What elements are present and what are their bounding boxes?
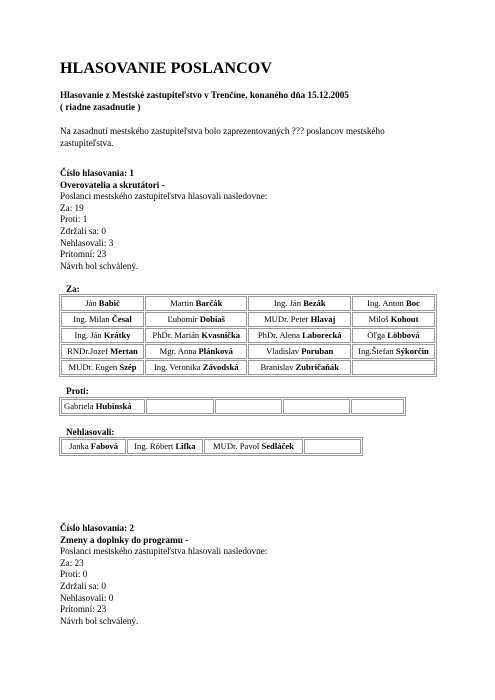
table-cell [61, 328, 144, 343]
table-cell [145, 312, 247, 327]
table-row [61, 360, 435, 375]
table-cell [352, 344, 435, 359]
table-cell [248, 312, 350, 327]
table-cell [61, 312, 144, 327]
vote-count-zdrzali: Zdržali sa: 0 [60, 580, 106, 591]
table-row [61, 399, 404, 414]
member-first-name: Martin [170, 298, 196, 308]
table-cell [61, 360, 144, 375]
table-cell [352, 296, 435, 311]
vote-topic: Overovatelia a skrutátori - [60, 179, 165, 190]
member-surname: Krátky [103, 330, 131, 340]
member-first-name: PhDr. Alena [257, 330, 303, 340]
vote-topic: Zmeny a doplnky do programu - [60, 534, 189, 545]
table-cell [304, 439, 361, 454]
table-row [61, 328, 435, 343]
member-first-name: MUDr. Eugen [68, 362, 120, 372]
vote-result: Návrh bol schválený. [60, 615, 139, 626]
nehlasovali-label: Nehlasovali: [66, 427, 115, 437]
table-cell [127, 439, 203, 454]
member-first-name: Vladislav [266, 346, 302, 356]
table-cell [352, 360, 435, 375]
vote-count-zdrzali: Zdržali sa: 0 [60, 225, 106, 236]
table-row [61, 296, 435, 311]
table-row [61, 439, 361, 454]
member-first-name: PhDr. Marián [152, 330, 202, 340]
table-cell [248, 344, 350, 359]
member-surname: Fabová [90, 441, 118, 451]
member-first-name: MUDr. Peter [264, 314, 311, 324]
member-surname: Löbbová [387, 330, 420, 340]
table-cell [61, 399, 145, 414]
session-subtitle [60, 89, 349, 113]
member-surname: Laborecká [302, 330, 342, 340]
table-cell [215, 399, 282, 414]
table-cell [146, 399, 213, 414]
proti-table [59, 397, 406, 416]
member-first-name: Branislav [260, 362, 296, 372]
table-cell [61, 439, 126, 454]
table-cell [248, 296, 350, 311]
table-row [61, 312, 435, 327]
member-first-name: Oľga [367, 330, 388, 340]
vote-count-nehlasovali: Nehlasovali: 0 [60, 592, 114, 603]
member-first-name: Ing. Ján [273, 298, 304, 308]
table-cell [61, 296, 144, 311]
member-first-name: RNDr.Jozef [67, 346, 111, 356]
vote-count-nehlasovali: Nehlasovali: 3 [60, 237, 114, 248]
vote-lead: Poslanci mestského zastupiteľstva hlasovali nasledovne: [60, 191, 268, 202]
vote-count-za: Za: 19 [60, 202, 84, 213]
table-cell [352, 312, 435, 327]
vote-1-summary [60, 168, 267, 272]
member-surname: Szép [119, 362, 137, 372]
member-surname: Poruban [301, 346, 334, 356]
page-title: HLASOVANIE POSLANCOV [60, 60, 272, 77]
vote-count-pritomni: Prítomní: 23 [60, 249, 107, 260]
member-first-name: Ing. Anton [367, 298, 407, 308]
member-surname: Barčák [195, 298, 223, 308]
table-cell [204, 439, 304, 454]
member-surname: Lifka [175, 441, 196, 451]
member-first-name: Ing. Róbert [134, 441, 176, 451]
member-surname: Plánková [198, 346, 233, 356]
member-surname: Babič [98, 298, 120, 308]
member-surname: Mertan [110, 346, 138, 356]
table-cell [352, 328, 435, 343]
vote-lead: Poslanci mestského zastupiteľstva hlasovali nasledovne: [60, 546, 268, 557]
table-cell [145, 344, 247, 359]
member-first-name: MUDr. Pavol [212, 441, 262, 451]
member-surname: Kvasnička [201, 330, 241, 340]
vote-count-proti: Proti: 1 [60, 214, 88, 225]
vote-2-summary [60, 523, 267, 627]
vote-count-pritomni: Prítomní: 23 [60, 604, 107, 615]
table-cell [351, 399, 404, 414]
member-surname: Sýkorčin [395, 346, 429, 356]
member-first-name: Ing. Milan [73, 314, 112, 324]
vote-count-proti: Proti: 0 [60, 569, 88, 580]
nehlasovali-table [59, 437, 363, 456]
member-surname: Závodská [202, 362, 239, 372]
member-first-name: Gabriela [64, 401, 96, 411]
za-table [59, 294, 437, 377]
za-label: Za: [66, 284, 80, 294]
member-surname: Hubinská [95, 401, 132, 411]
vote-result: Návrh bol schválený. [60, 260, 139, 271]
member-surname: Bezák [303, 298, 326, 308]
intro-paragraph: Na zasadnutí mestského zastupiteľstva bolo zaprezentovaných ??? poslancov mestského zastupiteľstva. [60, 126, 385, 148]
member-first-name: Ján [85, 298, 99, 308]
member-surname: Boc [406, 298, 420, 308]
table-cell [283, 399, 350, 414]
vote-count-za: Za: 23 [60, 557, 84, 568]
member-first-name: Ľubomír [167, 314, 200, 324]
member-first-name: Mgr. Anna [159, 346, 199, 356]
member-first-name: Ing.Štefan [358, 346, 396, 356]
member-surname: Zubričaňák [295, 362, 339, 372]
nehlasovali-table-body [61, 439, 361, 454]
member-first-name: Ing. Veronika [153, 362, 203, 372]
table-cell [248, 360, 350, 375]
member-surname: Hlavaj [310, 314, 336, 324]
member-surname: Sedláček [261, 441, 294, 451]
proti-label: Proti: [66, 386, 89, 396]
table-cell [145, 360, 247, 375]
member-surname: Česal [111, 314, 132, 324]
za-table-body [61, 296, 435, 375]
member-surname: Dobiaš [199, 314, 226, 324]
table-cell [61, 344, 144, 359]
table-cell [145, 296, 247, 311]
table-cell [145, 328, 247, 343]
table-cell [248, 328, 350, 343]
table-row [61, 344, 435, 359]
member-surname: Kohout [390, 314, 419, 324]
session-type: ( riadne zasadnutie ) [60, 102, 141, 112]
member-first-name: Miloš [368, 314, 391, 324]
member-first-name: Ing. Ján [74, 330, 104, 340]
proti-table-body [61, 399, 404, 414]
session-info: Hlasovanie z Mestské zastupiteľstvo v Trenčíne, konaného dňa 15.12.2005 [60, 90, 349, 100]
vote-number: Číslo hlasovania: 2 [60, 523, 135, 533]
vote-number: Číslo hlasovania: 1 [60, 168, 135, 178]
member-first-name: Janka [69, 441, 91, 451]
